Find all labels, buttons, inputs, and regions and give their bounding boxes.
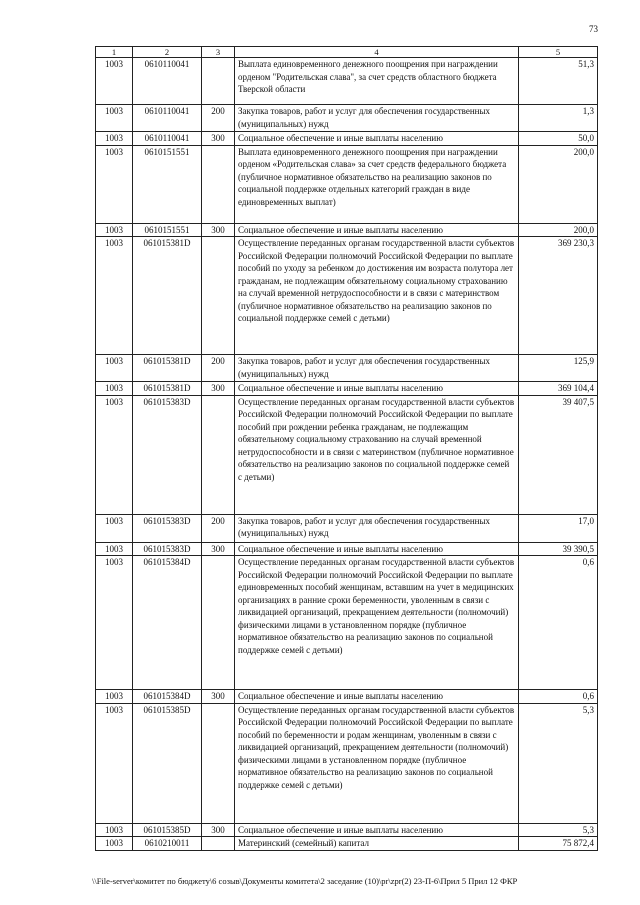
table-row [96, 395, 598, 514]
table-row [96, 514, 598, 542]
expense-type-code: 200 [202, 105, 235, 132]
amount: 200,0 [519, 223, 598, 237]
table-row [96, 145, 598, 223]
section-code: 1003 [96, 395, 133, 514]
item-description: Социальное обеспечение и иные выплаты населению [235, 223, 519, 237]
target-article-code: 0610210011 [133, 837, 202, 851]
amount: 50,0 [519, 132, 598, 146]
item-description: Выплата единовременного денежного поощрения при награждении орденом «Родительская слава» за счет средств федерального бюджета (публичное нормативное обязательство на реализацию законов по социальной поддержке отдельных категорий граждан в виде единовременных выплат) [235, 145, 519, 223]
section-code: 1003 [96, 223, 133, 237]
amount: 39 390,5 [519, 542, 598, 556]
target-article-code: 0610110041 [133, 105, 202, 132]
amount: 5,3 [519, 703, 598, 823]
expense-type-code: 300 [202, 690, 235, 704]
section-code: 1003 [96, 382, 133, 396]
expense-type-code [202, 395, 235, 514]
table-row [96, 58, 598, 105]
table-body [96, 58, 598, 851]
expense-type-code [202, 237, 235, 355]
amount: 200,0 [519, 145, 598, 223]
section-code: 1003 [96, 690, 133, 704]
footer-path: \\File-server\комитет по бюджету\6 созыв\Документы комитета\2 заседание (10)\pr\zpr(2) 23-П-6\Прил 5 Прил 12 ФКР [92, 876, 518, 886]
expense-type-code: 300 [202, 542, 235, 556]
item-description: Социальное обеспечение и иные выплаты населению [235, 132, 519, 146]
table-row [96, 223, 598, 237]
item-description: Материнский (семейный) капитал [235, 837, 519, 851]
amount: 75 872,4 [519, 837, 598, 851]
section-code: 1003 [96, 132, 133, 146]
target-article-code: 0610110041 [133, 58, 202, 105]
target-article-code: 0610151551 [133, 145, 202, 223]
table-row [96, 237, 598, 355]
header-col-3: 3 [202, 47, 235, 58]
target-article-code: 0610110041 [133, 132, 202, 146]
section-code: 1003 [96, 837, 133, 851]
expense-type-code: 300 [202, 382, 235, 396]
target-article-code: 061015383D [133, 514, 202, 542]
table-row [96, 105, 598, 132]
amount: 1,3 [519, 105, 598, 132]
budget-table [95, 46, 598, 851]
section-code: 1003 [96, 703, 133, 823]
amount: 369 230,3 [519, 237, 598, 355]
section-code: 1003 [96, 355, 133, 382]
page-number: 73 [589, 24, 598, 34]
target-article-code: 061015381D [133, 237, 202, 355]
amount: 39 407,5 [519, 395, 598, 514]
item-description: Социальное обеспечение и иные выплаты населению [235, 542, 519, 556]
section-code: 1003 [96, 823, 133, 837]
item-description: Выплата единовременного денежного поощрения при награждении орденом "Родительская слава", за счет средств областного бюджета Тверской области [235, 58, 519, 105]
table-row [96, 556, 598, 690]
item-description: Социальное обеспечение и иные выплаты населению [235, 690, 519, 704]
expense-type-code [202, 556, 235, 690]
target-article-code: 061015381D [133, 382, 202, 396]
section-code: 1003 [96, 556, 133, 690]
item-description: Социальное обеспечение и иные выплаты населению [235, 823, 519, 837]
item-description: Социальное обеспечение и иные выплаты населению [235, 382, 519, 396]
item-description: Закупка товаров, работ и услуг для обеспечения государственных (муниципальных) нужд [235, 105, 519, 132]
amount: 17,0 [519, 514, 598, 542]
expense-type-code [202, 837, 235, 851]
table-row [96, 690, 598, 704]
item-description: Закупка товаров, работ и услуг для обеспечения государственных (муниципальных) нужд [235, 355, 519, 382]
item-description: Осуществление переданных органам государственной власти субъектов Российской Федерации полномочий Российской Федерации по выплате единовременных пособий женщинам, вставшим на учет в медицинских организациях в ранние сроки беременности, уволенным в связи с ликвидацией организаций, прекращением деятельности (полномочий) физическими лицами в установленном порядке (публичное нормативное обязательство на реализацию законов по социальной поддержке семей с детьми) [235, 556, 519, 690]
section-code: 1003 [96, 105, 133, 132]
table-row [96, 542, 598, 556]
item-description: Осуществление переданных органам государственной власти субъектов Российской Федерации полномочий Российской Федерации по выплате пособий по беременности и родам женщинам, уволенным в связи с ликвидацией организаций, прекращением деятельности (полномочий) физическими лицами в установленном порядке (публичное нормативное обязательство на реализацию законов по социальной поддержке семей с детьми) [235, 703, 519, 823]
target-article-code: 0610151551 [133, 223, 202, 237]
amount: 0,6 [519, 556, 598, 690]
table-row [96, 382, 598, 396]
section-code: 1003 [96, 58, 133, 105]
table-row [96, 823, 598, 837]
expense-type-code: 300 [202, 823, 235, 837]
expense-type-code: 200 [202, 355, 235, 382]
expense-type-code: 300 [202, 223, 235, 237]
section-code: 1003 [96, 514, 133, 542]
item-description: Осуществление переданных органам государственной власти субъектов Российской Федерации полномочий Российской Федерации по выплате пособий при рождении ребенка гражданам, не подлежащим обязательному социальному страхованию на случай временной нетрудоспособности и в связи с материнством (публичное нормативное обязательство на реализацию законов по социальной поддержке семей с детьми) [235, 395, 519, 514]
target-article-code: 061015384D [133, 556, 202, 690]
header-row [96, 47, 598, 58]
amount: 0,6 [519, 690, 598, 704]
header-col-4: 4 [235, 47, 519, 58]
expense-type-code: 300 [202, 132, 235, 146]
table-row [96, 837, 598, 851]
section-code: 1003 [96, 542, 133, 556]
expense-type-code [202, 703, 235, 823]
table-row [96, 355, 598, 382]
item-description: Закупка товаров, работ и услуг для обеспечения государственных (муниципальных) нужд [235, 514, 519, 542]
item-description: Осуществление переданных органам государственной власти субъектов Российской Федерации полномочий Российской Федерации по выплате пособий по уходу за ребенком до достижения им возраста полутора лет гражданам, не подлежащим обязательному социальному страхованию на случай временной нетрудоспособности и в связи с материнством (публичное нормативное обязательство на реализацию законов по социальной поддержке семей с детьми) [235, 237, 519, 355]
target-article-code: 061015383D [133, 542, 202, 556]
amount: 369 104,4 [519, 382, 598, 396]
table-row [96, 703, 598, 823]
expense-type-code: 200 [202, 514, 235, 542]
amount: 5,3 [519, 823, 598, 837]
header-col-5: 5 [519, 47, 598, 58]
amount: 125,9 [519, 355, 598, 382]
section-code: 1003 [96, 145, 133, 223]
header-col-1: 1 [96, 47, 133, 58]
target-article-code: 061015384D [133, 690, 202, 704]
target-article-code: 061015385D [133, 703, 202, 823]
expense-type-code [202, 145, 235, 223]
table-row [96, 132, 598, 146]
header-col-2: 2 [133, 47, 202, 58]
target-article-code: 061015383D [133, 395, 202, 514]
target-article-code: 061015381D [133, 355, 202, 382]
expense-type-code [202, 58, 235, 105]
amount: 51,3 [519, 58, 598, 105]
section-code: 1003 [96, 237, 133, 355]
target-article-code: 061015385D [133, 823, 202, 837]
